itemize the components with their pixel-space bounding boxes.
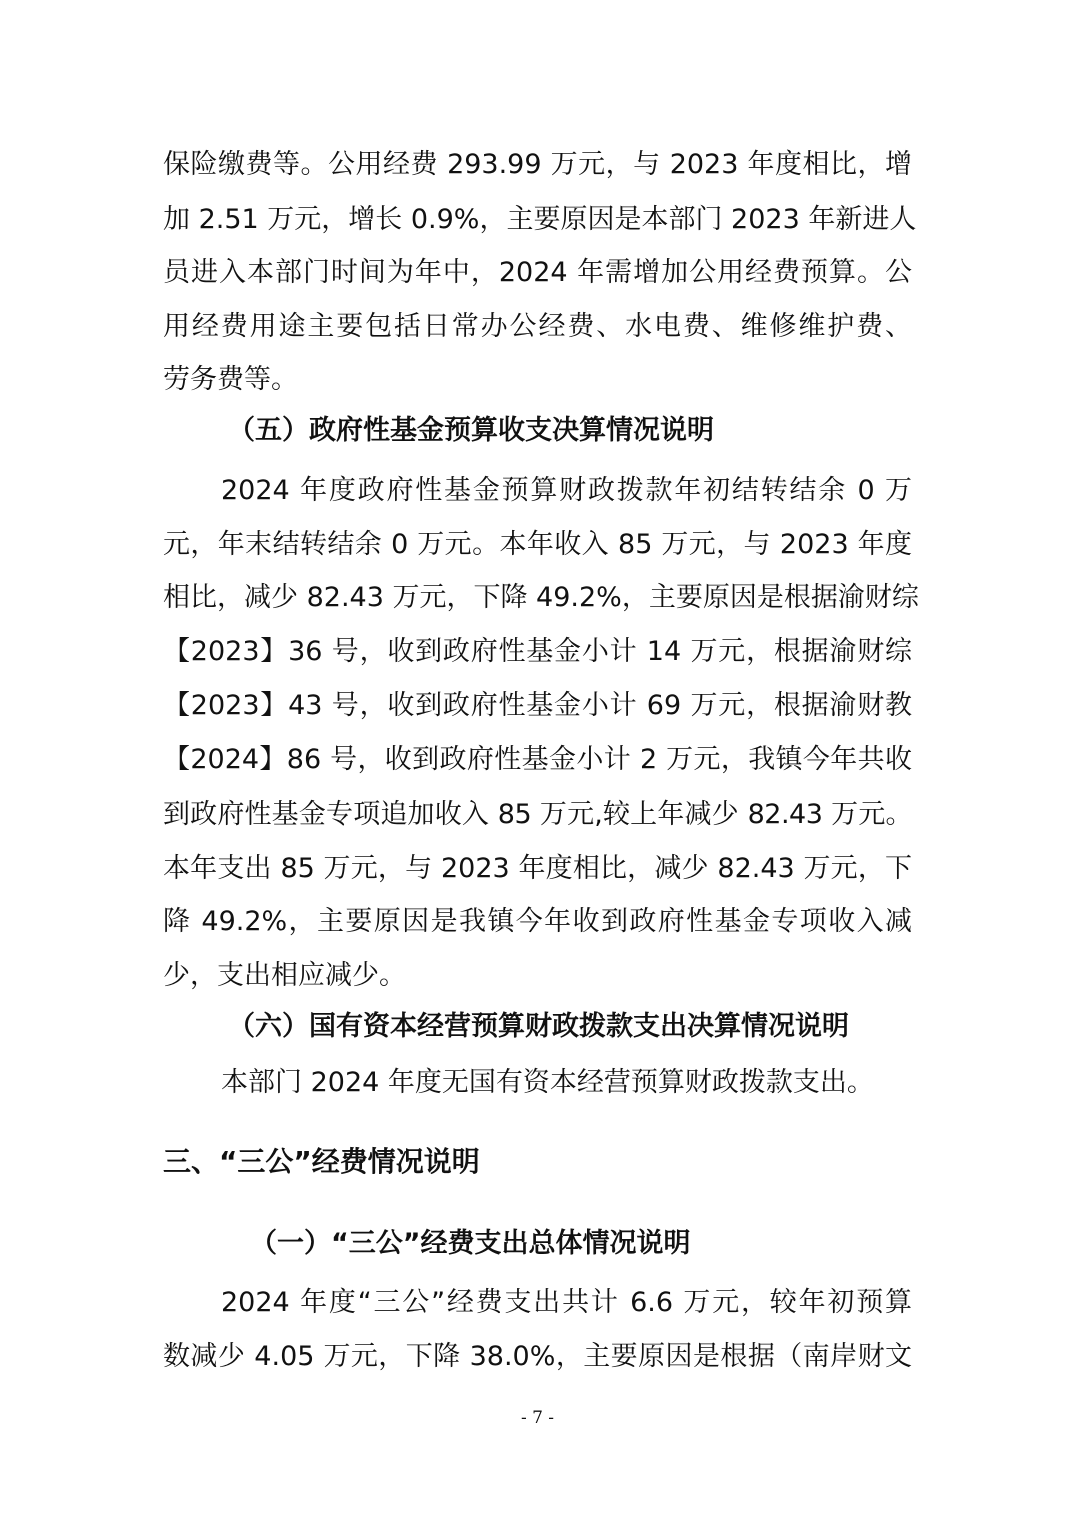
section-heading-3: 三、“三公”经费情况说明: [163, 1145, 480, 1178]
paragraph-line: 降 49.2%，主要原因是我镇今年收到政府性基金专项收入减: [163, 906, 912, 937]
paragraph-line: 【2024】86 号，收到政府性基金小计 2 万元，我镇今年共收: [163, 744, 912, 775]
page-number: - 7 -: [520, 1408, 555, 1428]
paragraph-line: 【2023】36 号，收到政府性基金小计 14 万元，根据渝财综: [163, 636, 912, 667]
paragraph-line: 相比，减少 82.43 万元，下降 49.2%，主要原因是根据渝财综: [163, 582, 919, 613]
paragraph-line: 加 2.51 万元，增长 0.9%，主要原因是本部门 2023 年新进人: [163, 204, 917, 235]
paragraph-line: 数减少 4.05 万元，下降 38.0%，主要原因是根据（南岸财文: [163, 1341, 912, 1372]
paragraph-line: 劳务费等。: [163, 364, 298, 395]
paragraph-line: 员进入本部门时间为年中，2024 年需增加公用经费预算。公: [163, 257, 912, 288]
paragraph-line: 保险缴费等。公用经费 293.99 万元，与 2023 年度相比，增: [163, 149, 912, 180]
subheading-5: （五）政府性基金预算收支决算情况说明: [228, 415, 714, 446]
subheading-6: （六）国有资本经营预算财政拨款支出决算情况说明: [228, 1011, 849, 1042]
paragraph-line: 用经费用途主要包括日常办公经费、水电费、维修维护费、: [163, 311, 912, 342]
paragraph-line: 到政府性基金专项追加收入 85 万元,较上年减少 82.43 万元。: [163, 799, 912, 830]
paragraph-line: 2024 年度政府性基金预算财政拨款年初结转结余 0 万: [221, 475, 912, 506]
subheading-3-1: （一）“三公”经费支出总体情况说明: [250, 1228, 691, 1259]
paragraph-line: 少，支出相应减少。: [163, 960, 406, 991]
paragraph-line: 元，年末结转结余 0 万元。本年收入 85 万元，与 2023 年度: [163, 529, 912, 560]
paragraph-line: 本部门 2024 年度无国有资本经营预算财政拨款支出。: [221, 1067, 874, 1098]
paragraph-line: 【2023】43 号，收到政府性基金小计 69 万元，根据渝财教: [163, 690, 912, 721]
paragraph-line: 本年支出 85 万元，与 2023 年度相比，减少 82.43 万元，下: [163, 853, 912, 884]
paragraph-line: 2024 年度“三公”经费支出共计 6.6 万元，较年初预算: [221, 1287, 912, 1318]
